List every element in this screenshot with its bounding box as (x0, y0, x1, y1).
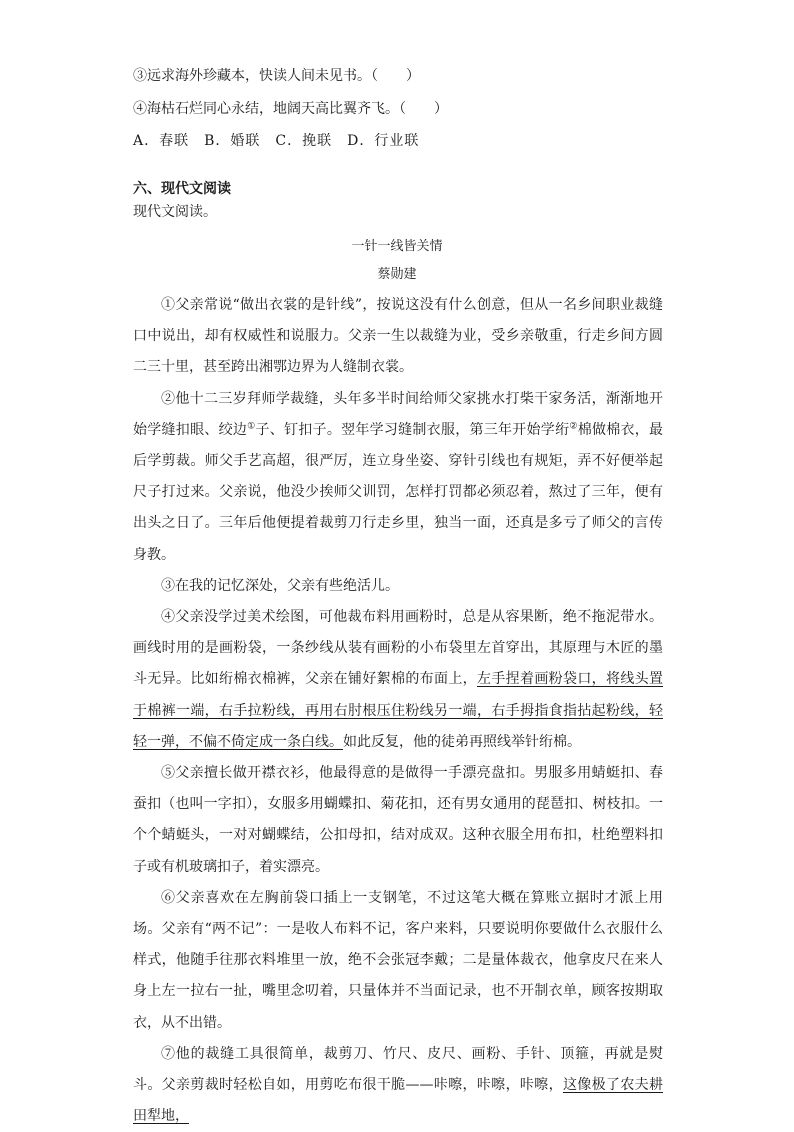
answer-options: A．春联 B．婚联 C．挽联 D．行业联 (133, 133, 420, 149)
paragraph-4-part-b: 如此反复，他的徒弟再照线举针绗棉。 (343, 733, 581, 750)
paragraph-2-part-a: ②他十二三岁拜师学裁缝，头年多半时间给师父家挑水打柴干家务活，渐渐地开始学缝扣眼、绞边 (133, 390, 663, 438)
paragraph-7 (133, 1039, 663, 1132)
paragraph-2-part-b: 子、钉扣子。翌年学习缝制衣服，第三年开始学绗 (255, 421, 570, 438)
paragraph-2 (133, 384, 663, 571)
paragraph-6: ⑥父亲喜欢在左胸前袋口插上一支钢笔，不过这笔大概在算账立据时才派上用场。父亲有“两不记”：一是收人布料不记，客户来料，只要说明你要做什么衣服什么样式，他随手往那衣料堆里一放，绝不会张冠李戴；二是量体裁衣，他拿皮尺在来人身上左一拉右一扯，嘴里念叨着，只量体并不当面记录，也不开制衣单，顾客按期取衣，从不出错。 (133, 889, 663, 1031)
footnote-marker-1: ① (247, 421, 256, 432)
paragraph-1: ①父亲常说“做出衣裳的是针线”，按说这没有什么创意，但从一名乡间职业裁缝口中说出，却有权威性和说服力。父亲一生以裁缝为业，受乡亲敬重，行走乡间方圆二三十里，甚至跨出湘鄂边界为人缝制衣裳。 (133, 297, 663, 376)
paragraph-4 (133, 602, 663, 758)
underlined-sentence-4: 左手捏着画粉袋口，将线头置于棉裤一端，右手拉粉线，再用右肘根压住粉线另一端，右手拇指食指拈起粉线，轻轻一弹，不偏不倚定成一条白线。 (133, 671, 663, 750)
article-author: 蔡勋建 (377, 267, 417, 282)
underlined-sentence-7: 这像极了农夫耕田犁地， (133, 1077, 664, 1125)
article-body (133, 290, 663, 1132)
section-title: 六、现代文阅读 (133, 181, 231, 197)
paragraph-4-part-a: ④父亲没学过美术绘图，可他裁布料用画粉时，总是从容果断，绝不拖泥带水。画线时用的是画粉袋，一条纱线从装有画粉的小布袋里左首穿出，其原理与木匠的墨斗无异。比如绗棉衣棉裤，父亲在铺好絮棉的布面上， (133, 609, 663, 688)
paragraph-7-part-a: ⑦他的裁缝工具很简单，裁剪刀、竹尺、皮尺、画粉、手针、顶箍，再就是熨斗。父亲剪裁时轻松自如，用剪吃布很干脆——咔嚓，咔嚓，咔嚓， (133, 1045, 663, 1094)
section-instruction: 现代文阅读。 (133, 204, 217, 220)
paragraph-2-part-c: 棉做棉衣，最后学剪裁。师父手艺高超，很严厉，连立身坐姿、穿针引线也有规矩，弄不好便举起尺子打过来。父亲说，他没少挨师父训罚，怎样打罚都必须忍着，熬过了三年，便有出头之日了。三年后他便提着裁剪刀行走乡里，独当一面，还真是多亏了师父的言传身教。 (133, 421, 664, 563)
question-3: ③远求海外珍藏本，快读人间未见书。（ ） (133, 68, 420, 84)
paragraph-3: ③在我的记忆深处，父亲有些绝活儿。 (161, 577, 399, 594)
article-title: 一针一线皆关情 (351, 239, 443, 254)
question-4: ④海枯石烂同心永结，地阔天高比翼齐飞。（ ） (133, 101, 448, 117)
paragraph-5: ⑤父亲擅长做开襟衣衫，他最得意的是做得一手漂亮盘扣。男服多用蜻蜓扣、春蚕扣（也叫一字扣），女服多用蝴蝶扣、菊花扣，还有男女通用的琵琶扣、树枝扣。一个个蜻蜓头，一对对蝴蝶结，公扣母扣，结对成双。这种衣服全用布扣，杜绝塑料扣子或有机玻璃扣子，着实漂亮。 (133, 765, 663, 875)
footnote-marker-2: ② (569, 421, 578, 432)
